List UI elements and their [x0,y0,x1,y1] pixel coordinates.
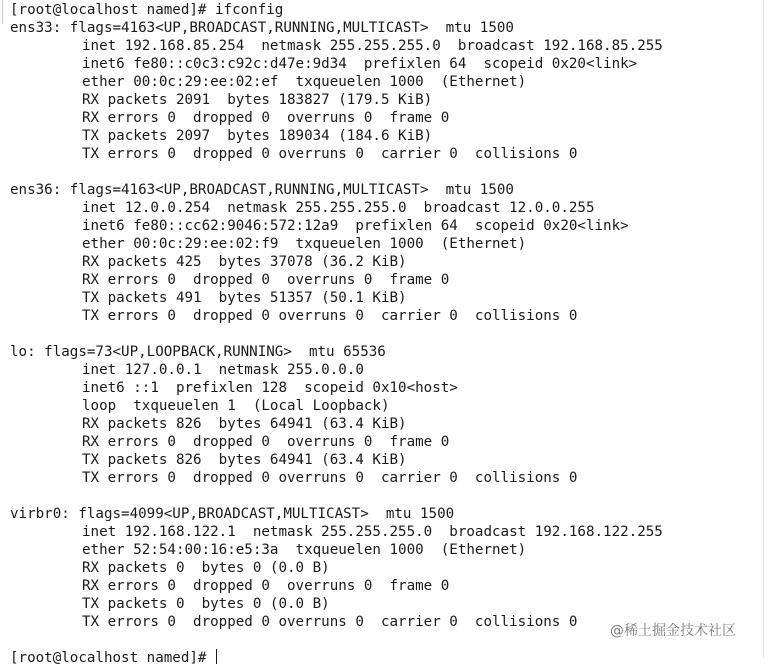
left-edge-divider [2,0,3,24]
interface-detail: inet6 fe80::c0c3:c92c:d47e:9d34 prefixlen 64 scopeid 0x20<link> [82,56,638,72]
interface-detail: ether 00:0c:29:ee:02:ef txqueuelen 1000 (Ethernet) [82,74,527,90]
interface-detail: TX packets 2097 bytes 189034 (184.6 KiB) [82,128,433,144]
interface-detail: ether 52:54:00:16:e5:3a txqueuelen 1000 (Ethernet) [82,542,527,558]
interface-header-virbr0: virbr0: flags=4099<UP,BROADCAST,MULTICAST> mtu 1500 [10,506,455,522]
interface-detail: inet 127.0.0.1 netmask 255.0.0.0 [82,362,364,378]
prompt-text: [root@localhost named]# [10,650,215,666]
interface-detail: RX packets 0 bytes 0 (0.0 B) [82,560,330,576]
interface-header-ens36: ens36: flags=4163<UP,BROADCAST,RUNNING,MULTICAST> mtu 1500 [10,182,514,198]
interface-detail: TX errors 0 dropped 0 overruns 0 carrier 0 collisions 0 [82,308,578,324]
command-prompt-line [10,1,283,19]
interface-detail: loop txqueuelen 1 (Local Loopback) [82,398,390,414]
watermark-text: @稀土掘金技术社区 [610,623,736,639]
right-edge-divider [763,0,764,658]
interface-detail: RX errors 0 dropped 0 overruns 0 frame 0 [82,110,450,126]
interface-detail: inet6 ::1 prefixlen 128 scopeid 0x10<host> [82,380,458,396]
interface-detail: inet6 fe80::cc62:9046:572:12a9 prefixlen 64 scopeid 0x20<link> [82,218,629,234]
interface-detail: RX errors 0 dropped 0 overruns 0 frame 0 [82,434,450,450]
interface-detail: TX errors 0 dropped 0 overruns 0 carrier 0 collisions 0 [82,470,578,486]
interface-detail: inet 12.0.0.254 netmask 255.255.255.0 broadcast 12.0.0.255 [82,200,595,216]
interface-detail: inet 192.168.85.254 netmask 255.255.255.0 broadcast 192.168.85.255 [82,38,663,54]
interface-detail: TX packets 491 bytes 51357 (50.1 KiB) [82,290,407,306]
interface-detail: TX packets 0 bytes 0 (0.0 B) [82,596,330,612]
interface-detail: RX packets 826 bytes 64941 (63.4 KiB) [82,416,407,432]
interface-detail: TX errors 0 dropped 0 overruns 0 carrier 0 collisions 0 [82,146,578,162]
interface-header-ens33: ens33: flags=4163<UP,BROADCAST,RUNNING,MULTICAST> mtu 1500 [10,20,514,36]
command-prompt-line[interactable] [10,649,217,667]
interface-detail: TX errors 0 dropped 0 overruns 0 carrier 0 collisions 0 [82,614,578,630]
interface-detail: RX errors 0 dropped 0 overruns 0 frame 0 [82,578,450,594]
prompt-text: [root@localhost named]# ifconfig [10,2,284,18]
interface-header-lo: lo: flags=73<UP,LOOPBACK,RUNNING> mtu 65536 [10,344,386,360]
interface-detail: inet 192.168.122.1 netmask 255.255.255.0 broadcast 192.168.122.255 [82,524,663,540]
interface-detail: RX packets 2091 bytes 183827 (179.5 KiB) [82,92,433,108]
text-cursor [216,649,217,664]
interface-detail: TX packets 826 bytes 64941 (63.4 KiB) [82,452,407,468]
interface-detail: RX errors 0 dropped 0 overruns 0 frame 0 [82,272,450,288]
interface-detail: RX packets 425 bytes 37078 (36.2 KiB) [82,254,407,270]
interface-detail: ether 00:0c:29:ee:02:f9 txqueuelen 1000 (Ethernet) [82,236,527,252]
